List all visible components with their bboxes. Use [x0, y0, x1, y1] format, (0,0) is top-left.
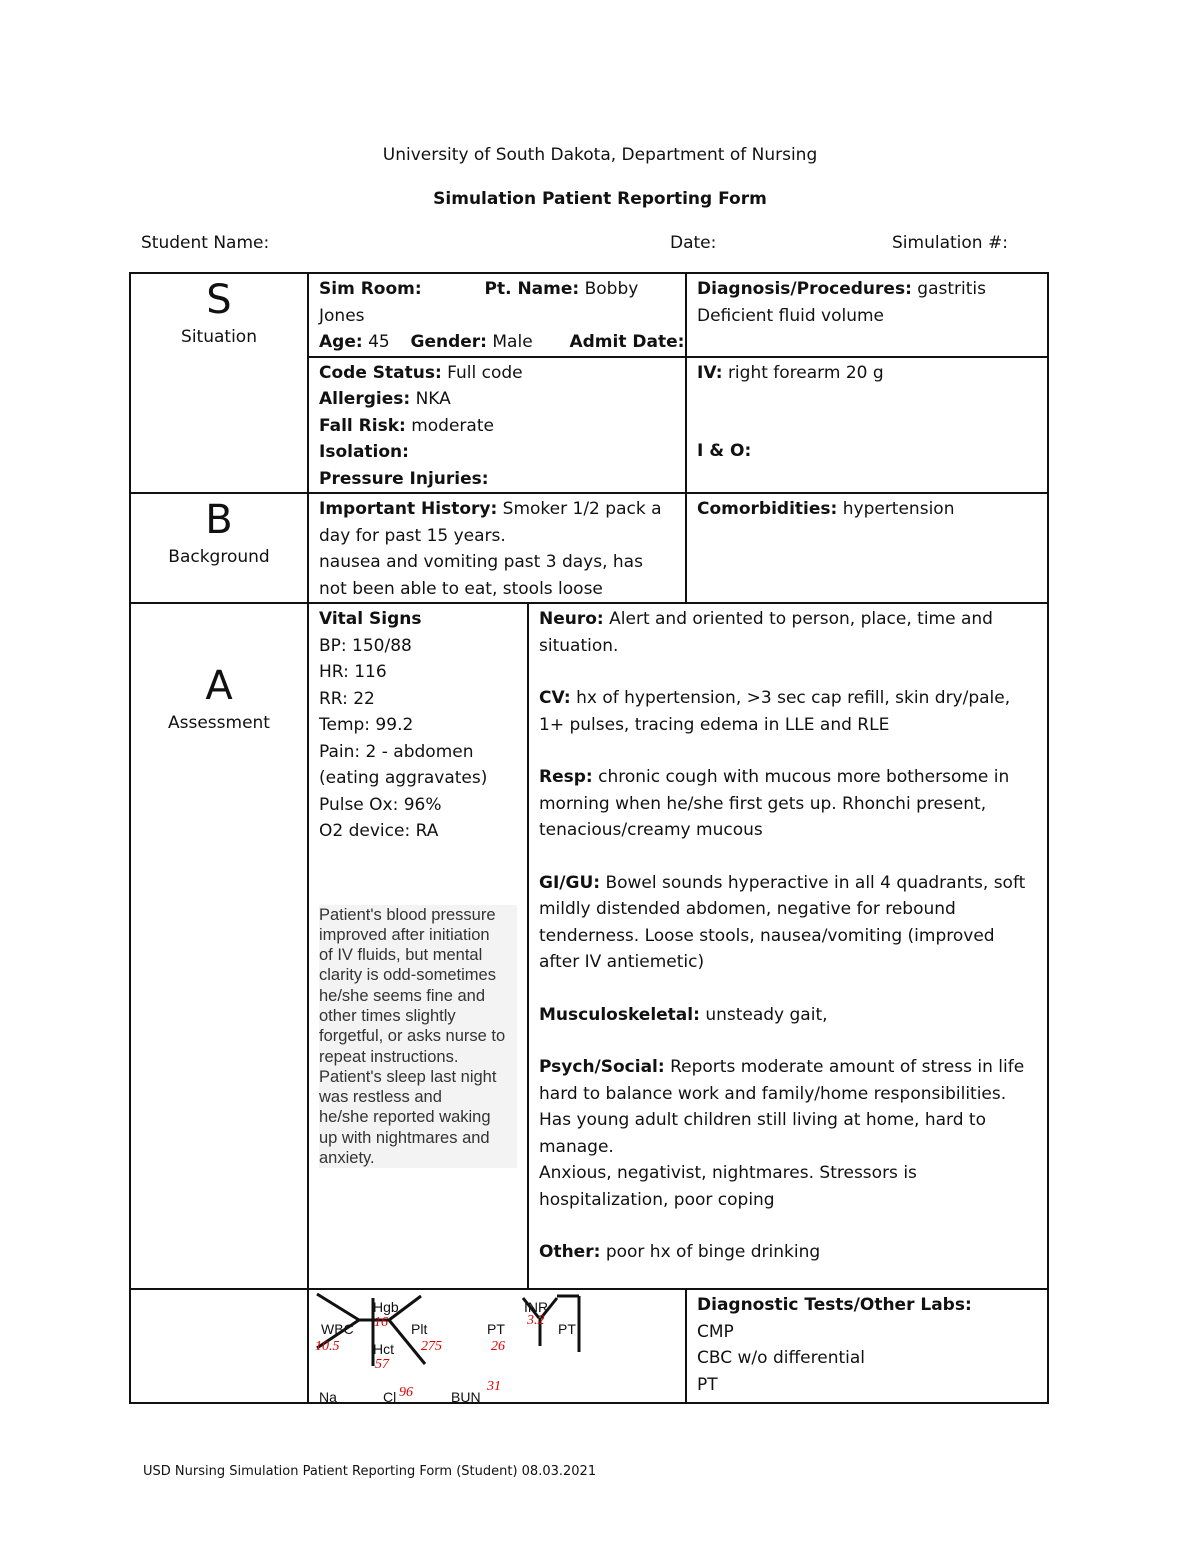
history-line4: not been able to eat, stools loose [319, 578, 603, 599]
diagnostic-item: CMP [697, 1321, 734, 1342]
pt-name-first: Bobby [584, 279, 639, 299]
gender-label: Gender: [410, 332, 487, 352]
vital-temp: Temp: 99.2 [319, 715, 414, 735]
other-text: poor hx of binge drinking [605, 1242, 821, 1262]
student-name-label: Student Name: [141, 233, 270, 253]
pt-label: PT [487, 1321, 505, 1337]
cl-value: 96 [399, 1385, 413, 1400]
vitals-cell [308, 603, 528, 1289]
situation-row-1 [130, 273, 1048, 357]
sbar-table [129, 272, 1049, 1404]
nurse-note [319, 905, 517, 1169]
note-line: anxiety. [319, 1149, 375, 1168]
systems-cell [528, 603, 1048, 1289]
pt-value: 26 [491, 1339, 505, 1354]
lab-skeletons-cell [308, 1289, 686, 1403]
plt-label: Plt [411, 1321, 428, 1337]
comorbidities-cell [686, 493, 1048, 603]
gigu-text: Bowel sounds hyperactive in all 4 quadrants, soft mildly distended abdomen, negative for rebound tenderness. Loose stools, nausea/vomiting (improved after IV antiemetic) [539, 872, 1026, 972]
cl-label: Cl [383, 1389, 397, 1405]
assessment-letter: A [205, 663, 233, 709]
comorbidities-label: Comorbidities: [697, 499, 838, 519]
status-cell [308, 357, 686, 494]
diagnostic-item: PT [697, 1374, 718, 1395]
note-line: Patient's blood pressure [319, 905, 496, 924]
gigu-label: GI/GU: [539, 872, 601, 893]
hct-value: 57 [375, 1357, 389, 1372]
fall-risk-label: Fall Risk: [319, 415, 406, 436]
diagnosis-value: gastritis [917, 279, 986, 299]
diagnosis-cell [686, 273, 1048, 357]
code-status-label: Code Status: [319, 362, 442, 383]
note-line: of IV fluids, but mental [319, 946, 483, 965]
background-row [130, 493, 1048, 603]
diagnostic-item: CBC w/o differential [697, 1348, 866, 1368]
institution-heading: University of South Dakota, Department of Nursing [382, 145, 818, 165]
age-label: Age: [319, 332, 363, 352]
isolation-label: Isolation: [319, 442, 409, 462]
history-line2: day for past 15 years. [319, 525, 506, 546]
psych-social-text-2: Anxious, negativist, nightmares. Stressors is hospitalization, poor coping [539, 1163, 917, 1210]
note-line: clarity is odd-sometimes [319, 966, 496, 985]
situation-letter: S [206, 277, 232, 323]
wbc-label: WBC [321, 1321, 354, 1337]
situation-letter-cell [130, 273, 308, 493]
vital-rr: RR: 22 [319, 688, 375, 709]
diagnosis-line2: Deficient fluid volume [697, 305, 885, 326]
vital-pulse-ox: Pulse Ox: 96% [319, 794, 442, 815]
pt-name-label: Pt. Name: [484, 279, 580, 299]
assessment-letter-cell [130, 603, 308, 1289]
note-line: other times slightly [319, 1006, 456, 1025]
patient-info-cell [308, 273, 686, 357]
allergies-label: Allergies: [319, 389, 411, 409]
na-label: Na [319, 1389, 337, 1405]
iv-value: right forearm 20 g [727, 362, 884, 383]
code-status-value: Full code [447, 362, 523, 383]
background-letter: B [205, 497, 233, 543]
plt-value: 275 [421, 1339, 442, 1354]
assessment-word: Assessment [168, 713, 270, 733]
bun-label: BUN [451, 1389, 481, 1405]
note-line: he/she seems fine and [319, 986, 486, 1005]
other-label: Other: [539, 1242, 601, 1262]
psych-social-text: Reports moderate amount of stress in life hard to balance work and family/home responsibilities. Has young adult children still living at home, hard to manage. [539, 1057, 1025, 1157]
history-cell [308, 493, 686, 603]
sim-room-label: Sim Room: [319, 279, 422, 299]
hgb-label: Hgb [373, 1299, 399, 1315]
note-line: improved after initiation [319, 925, 490, 944]
diagnosis-label: Diagnosis/Procedures: [697, 279, 912, 299]
note-line: repeat instructions. [319, 1047, 459, 1066]
vital-o2-device: O2 device: RA [319, 821, 439, 841]
date-label: Date: [670, 233, 717, 253]
vital-pain: Pain: 2 - abdomen [319, 741, 474, 762]
comorbidities-value: hypertension [842, 499, 955, 519]
vital-bp: BP: 150/88 [319, 635, 412, 656]
musculoskeletal-label: Musculoskeletal: [539, 1004, 700, 1025]
inr-label: INR [524, 1299, 549, 1315]
hct-label: Hct [373, 1341, 394, 1357]
cv-text: hx of hypertension, >3 sec cap refill, skin dry/pale, 1+ pulses, tracing edema in LLE and RLE [539, 688, 1011, 735]
vitals-title: Vital Signs [319, 609, 422, 629]
diagnostic-tests-cell [686, 1289, 1048, 1403]
note-line: up with nightmares and [319, 1128, 490, 1147]
iv-io-cell [686, 357, 1048, 494]
history-label: Important History: [319, 499, 498, 519]
psych-social-label: Psych/Social: [539, 1057, 665, 1077]
footer-text: USD Nursing Simulation Patient Reporting Form (Student) 08.03.2021 [143, 1464, 597, 1479]
bun-value: 31 [487, 1379, 501, 1394]
resp-label: Resp: [539, 767, 593, 787]
wbc-value: 10.5 [315, 1339, 340, 1354]
diagnostic-label: Diagnostic Tests/Other Labs: [697, 1295, 972, 1315]
note-line: forgetful, or asks nurse to [319, 1027, 506, 1046]
allergies-value: NKA [415, 389, 451, 409]
io-label: I & O: [697, 441, 752, 461]
vital-pain-note: (eating aggravates) [319, 768, 488, 788]
background-word: Background [168, 547, 270, 567]
history-line1: Smoker 1/2 pack a [502, 499, 662, 519]
simulation-number-label: Simulation #: [892, 233, 1008, 253]
fall-risk-value: moderate [411, 415, 494, 436]
cv-label: CV: [539, 688, 571, 708]
note-line: Patient's sleep last night [319, 1067, 497, 1086]
note-line: was restless and [319, 1088, 442, 1107]
resp-text: chronic cough with mucous more bothersome in morning when he/she first gets up. Rhonchi present, tenacious/creamy mucous [539, 767, 1010, 840]
inr-value: 3.2 [527, 1313, 545, 1328]
ptt-label: PT [558, 1321, 576, 1337]
gender-value: Male [492, 332, 533, 352]
hgb-value: 16 [374, 1315, 388, 1330]
background-letter-cell [130, 493, 308, 603]
labs-row [130, 1289, 1048, 1403]
age-value: 45 [368, 332, 390, 352]
form-title: Simulation Patient Reporting Form [433, 189, 767, 209]
vital-hr: HR: 116 [319, 662, 387, 682]
neuro-label: Neuro: [539, 609, 604, 629]
labs-empty-cell [130, 1289, 308, 1403]
iv-label: IV: [697, 362, 723, 383]
note-line: he/she reported waking [319, 1108, 491, 1127]
situation-word: Situation [181, 327, 257, 347]
musculoskeletal-text: unsteady gait, [705, 1004, 828, 1025]
admit-date-label: Admit Date: [569, 332, 685, 352]
pressure-injuries-label: Pressure Injuries: [319, 468, 489, 489]
assessment-row [130, 603, 1048, 1289]
neuro-text: Alert and oriented to person, place, time and situation. [539, 609, 993, 656]
history-line3: nausea and vomiting past 3 days, has [319, 552, 643, 572]
pt-name-last: Jones [319, 305, 365, 326]
